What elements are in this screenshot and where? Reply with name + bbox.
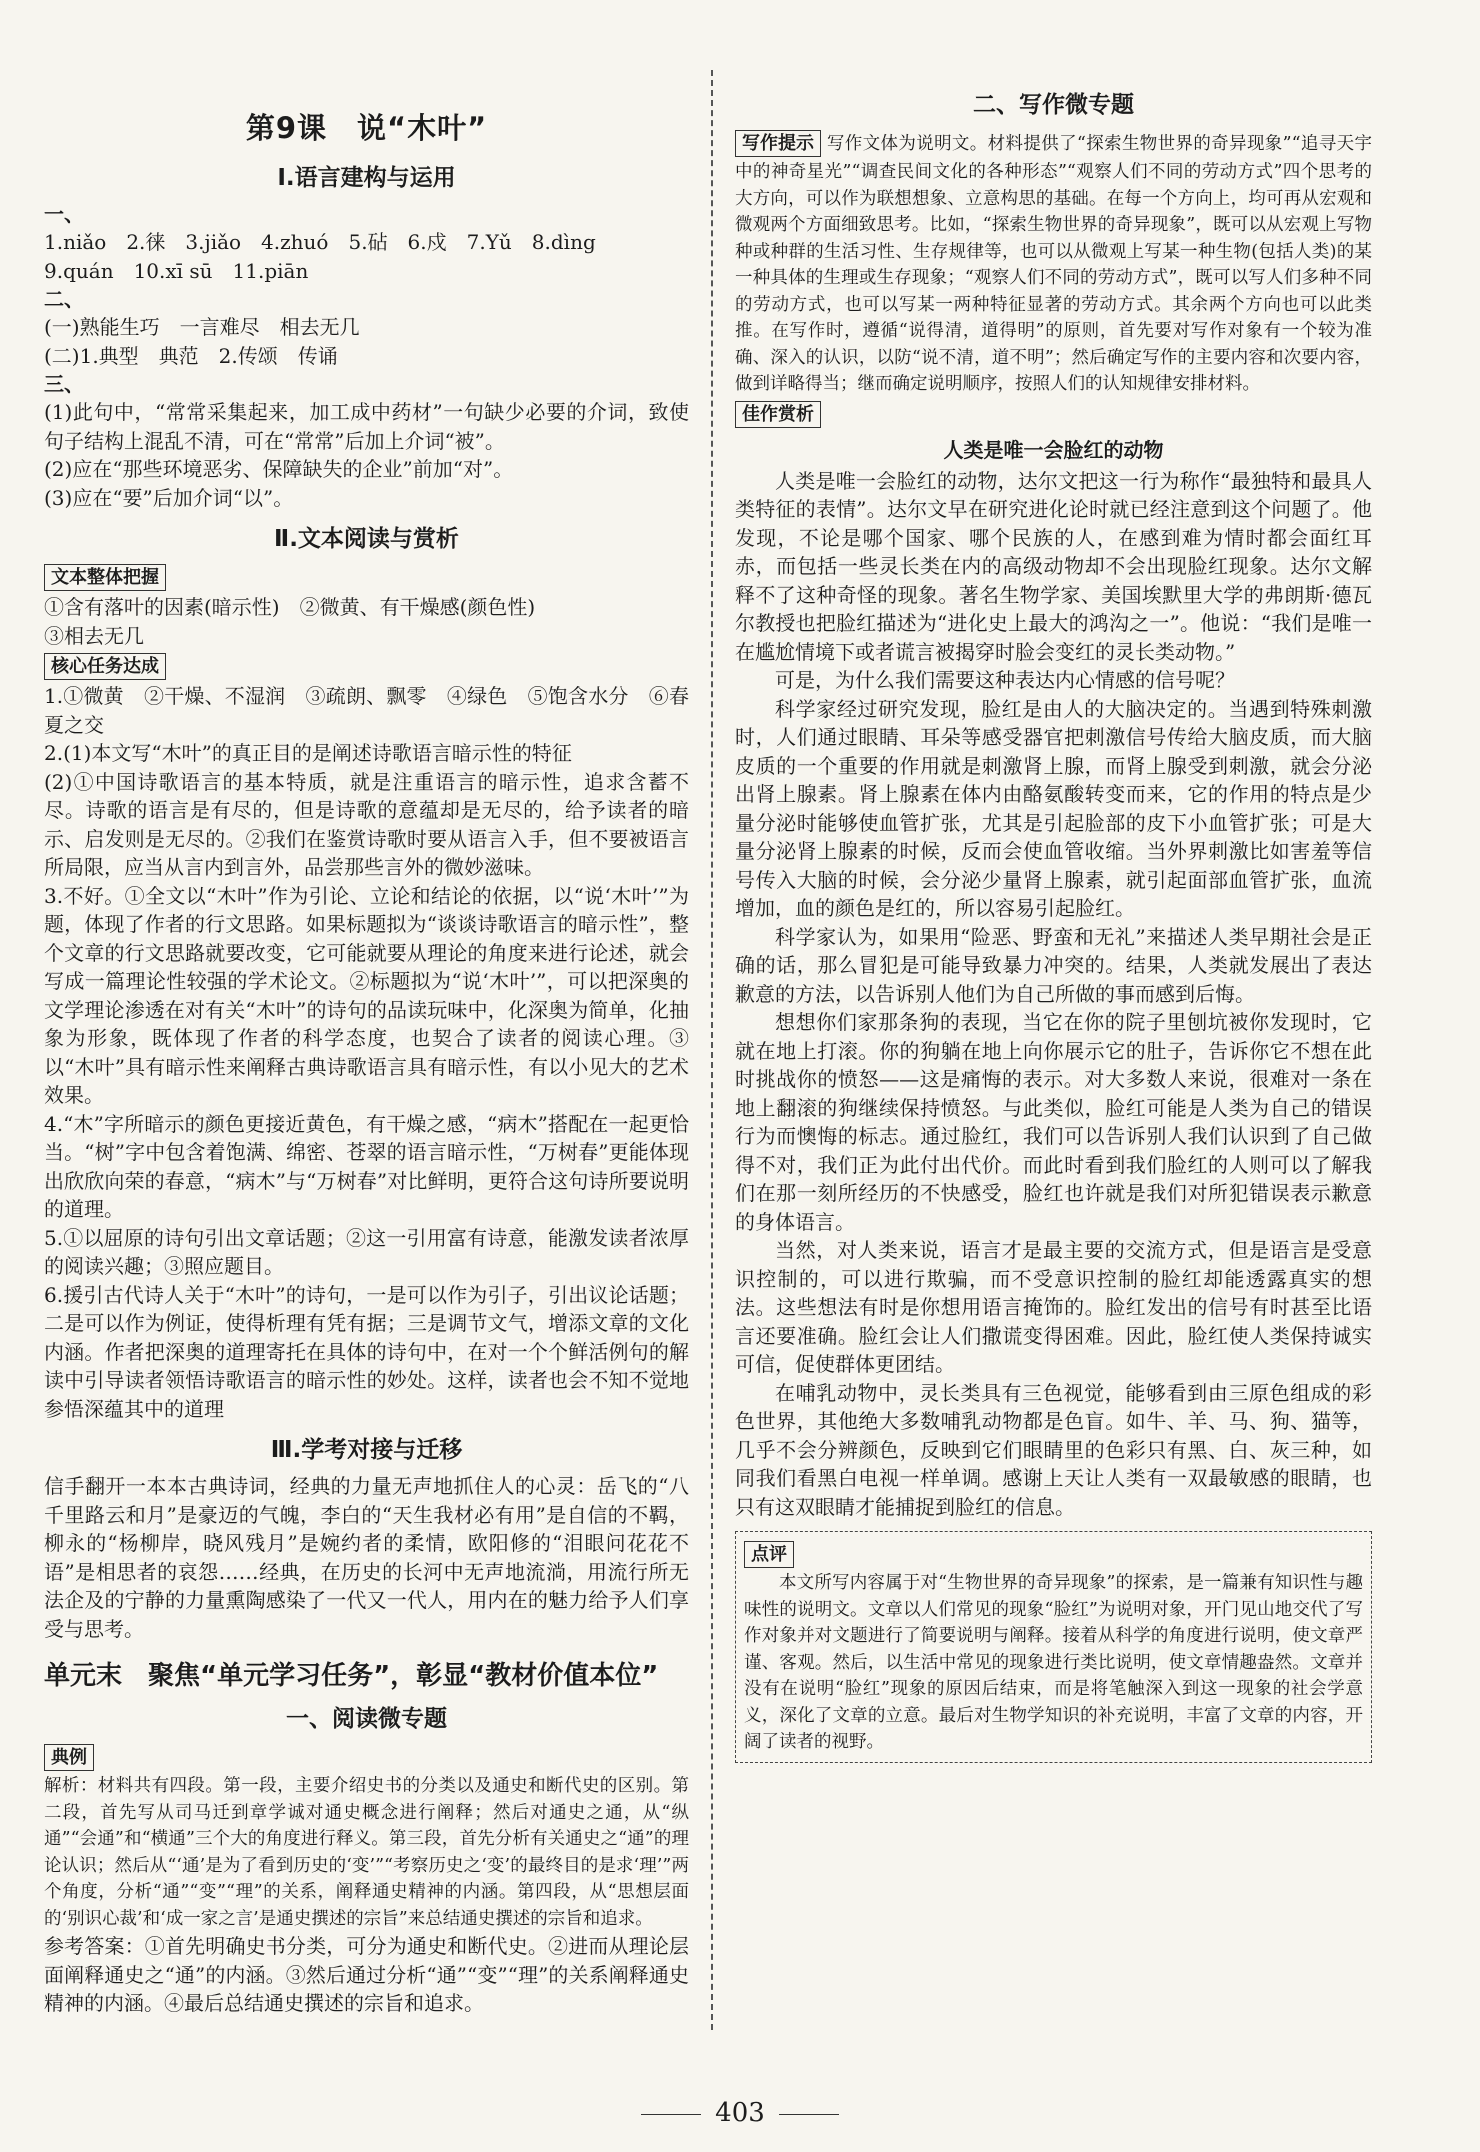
column-divider <box>711 70 713 2030</box>
tag-text-overview: 文本整体把握 <box>44 564 166 591</box>
analysis-text: 解析：材料共有四段。第一段，主要介绍史书的分类以及通史和断代史的区别。第二段，首先写从司马迁到章学诚对通史概念进行阐释；然后对通史之通，从“纵通”“会通”和“横通”三个大的角度进行释义。第三段，首先分析有关通史之“通”的理论认识；然后从“‘通’是为了看到历史的‘变’”“考察历史之‘变’的最终目的是求‘理’”两个角度，分析“通”“变”“理”的关系，阐释通史精神的内涵。第四段，从“思想层面的‘别识心裁’和‘成一家之言’是通史撰述的宗旨”来总结通史撰述的宗旨和追求。 <box>44 1776 689 1929</box>
answer-item: 5.①以屈原的诗句引出文章话题；②这一引用富有诗意，能激发读者浓厚的阅读兴趣；③照应题目。 <box>44 1225 689 1278</box>
answer-item: 4.“木”字所暗示的颜色更接近黄色，有干燥之感，“病木”搭配在一起更恰当。“树”字中包含着饱满、绵密、苍翠的语言暗示性，“万树春”更能体现出欣欣向荣的春意，“病木”与“万树春”对比鲜明，更符合这句诗所要说明的道理。 <box>44 1111 689 1221</box>
part1-s3-line: (2)应在“那些环境恶劣、保障缺失的企业”前加“对”。 <box>44 457 514 481</box>
part1-s1-line: 1.niǎo 2.徕 3.jiǎo 4.zhuó 5.砧 6.戍 7.Yǔ 8.dìng <box>44 230 596 254</box>
essay-paragraph: 人类是唯一会脸红的动物，达尔文把这一行为称作“最独特和最具人类特征的表情”。达尔文早在研究进化论时就已经注意到这个问题了。他发现，不论是哪个国家、哪个民族的人，在感到难为情时都会面红耳赤，而包括一些灵长类在内的高级动物却不会出现脸红现象。达尔文解释不了这种奇怪的现象。著名生物学家、美国埃默里大学的弗朗斯·德瓦尔教授也把脸红描述为“进化史上最大的鸿沟之一”。他说：“我们是唯一在尴尬情境下或者谎言被揭穿时脸会变红的灵长类动物。” <box>735 468 1372 664</box>
answer-item: (2)①中国诗歌语言的基本特质，就是注重语言的暗示性，追求含蓄不尽。诗歌的语言是有尽的，但是诗歌的意蕴却是无尽的，给予读者的暗示、启发则是无尽的。②我们在鉴赏诗歌时要从语言入手，但不要被语言所局限，应当从言内到言外，品尝那些言外的微妙滋味。 <box>44 769 689 879</box>
writing-hint-text: 写作文体为说明文。材料提供了“探索生物世界的奇异现象”“追寻天宇中的神奇星光”“调查民间文化的各种形态”“观察人们不同的劳动方式”四个思考的大方向，可以作为联想想象、立意构思的基础。在每一个方向上，均可再从宏观和微观两个方面细致思考。比如，“探索生物世界的奇异现象”，既可以从宏观上写物种或种群的生活习性、生存规律等，也可以从微观上写某一种生物(包括人类)的某一种具体的生理或生存现象；“观察人们不同的劳动方式”，既可以写人们多种不同的劳动方式，也可以写某一两种特征显著的劳动方式。其余两个方向也可以此类推。在写作时，遵循“说得清，道得明”的原则，首先要对写作对象有一个较为准确、深入的认识，以防“说不清，道不明”；然后确定写作的主要内容和次要内容，做到详略得当；继而确定说明顺序，按照人们的认知规律安排材料。 <box>735 134 1372 394</box>
part1-s1-line: 9.quán 10.xī sū 11.piān <box>44 258 309 283</box>
reference-answer: 参考答案：①首先明确史书分类，可分为通史和断代史。②进而从理论层面阐释通史之“通”的内涵。③然后通过分析“通”“变”“理”的关系阐释通史精神的内涵。④最后总结通史撰述的宗旨和追求。 <box>44 1934 689 2015</box>
part1-s2-num: 二、 <box>44 287 84 311</box>
answer-item: 3.不好。①全文以“木叶”作为引论、立论和结论的依据，以“说‘木叶’”为题，体现了作者的行文思路。如果标题拟为“谈谈诗歌语言的暗示性”，整个文章的行文思路就要改变，它可能就要从理论的角度来进行论述，就会写成一篇理论性较强的学术论文。②标题拟为“说‘木叶’”，可以把深奥的文学理论渗透在对有关“木叶”的诗句的品读玩味中，化深奥为简单，化抽象为形象，既体现了作者的科学态度，也契合了读者的阅读心理。③以“木叶”具有暗示性来阐释古典诗歌语言具有暗示性，有以小见大的艺术效果。 <box>44 883 689 1107</box>
part1-s3-line: (3)应在“要”后加介词“以”。 <box>44 485 294 510</box>
overview-line: ①含有落叶的因素(暗示性) ②微黄、有干燥感(颜色性) <box>44 595 536 619</box>
comment-box <box>735 1531 1372 1763</box>
answer-item: 6.援引古代诗人关于“木叶”的诗句，一是可以作为引子，引出议论话题；二是可以作为例证，使得析理有凭有据；三是调节文气，增添文章的文化内涵。作者把深奥的道理寄托在具体的诗句中，在对一个个鲜活例句的解读中引导读者领悟诗歌语言的暗示性的妙处。这样，读者也会不知不觉地参悟深蕴其中的道理 <box>44 1282 689 1421</box>
tag-core-task: 核心任务达成 <box>44 653 166 680</box>
section-title-1: Ⅰ.语言建构与运用 <box>277 165 456 191</box>
section-title-3: Ⅲ.学考对接与迁移 <box>270 1437 463 1463</box>
page-number-dash-left <box>641 2114 701 2115</box>
section-title-2: Ⅱ.文本阅读与赏析 <box>274 526 459 552</box>
essay-paragraph: 在哺乳动物中，灵长类具有三色视觉，能够看到由三原色组成的彩色世界，其他绝大多数哺乳动物都是色盲。如牛、羊、马、狗、猫等，几乎不会分辨颜色，反映到它们眼睛里的色彩只有黑、白、灰三种，如同我们看黑白电视一样单调。感谢上天让人类有一双最敏感的眼睛，也只有这双眼睛才能捕捉到脸红的信息。 <box>735 1380 1372 1519</box>
right-column <box>735 80 1372 1763</box>
part1-s2-line: (一)熟能生巧 一言难尽 相去无几 <box>44 315 360 339</box>
transfer-text: 信手翻开一本本古典诗词，经典的力量无声地抓住人的心灵：岳飞的“八千里路云和月”是豪迈的气魄，李白的“天生我材必有用”是自信的不羁，柳永的“杨柳岸，晓风残月”是婉约者的柔情，欧阳修的“泪眼问花花不语”是相思者的哀怨……经典，在历史的长河中无声地流淌，用流行所无法企及的宁静的力量熏陶感染了一代又一代人，用内在的魅力给予人们享受与思考。 <box>44 1474 689 1641</box>
tag-example: 典例 <box>44 1744 94 1771</box>
reading-topic-title: 一、阅读微专题 <box>286 1706 447 1732</box>
tag-comment: 点评 <box>744 1541 794 1568</box>
essay-paragraph: 科学家经过研究发现，脸红是由人的大脑决定的。当遇到特殊刺激时，人们通过眼睛、耳朵等感受器官把刺激信号传给大脑皮质，而大脑皮质的一个重要的作用就是刺激肾上腺，而肾上腺受到刺激，就会分泌出肾上腺素。肾上腺素在体内由酪氨酸转变而来，它的作用的特点是少量分泌时能够使血管扩张，尤其是引起脸部的皮下小血管扩张；可是大量分泌肾上腺素的时候，反而会使血管收缩。当外界刺激比如害羞等信号传入大脑的时候，会分泌少量肾上腺素，就引起面部血管扩张，血流增加，血的颜色是红的，所以容易引起脸红。 <box>735 696 1372 920</box>
part1-s3-line: (1)此句中，“常常采集起来，加工成中药材”一句缺少必要的介词，致使句子结构上混乱不清，可在“常常”后加上介词“被”。 <box>44 400 689 453</box>
essay-title: 人类是唯一会脸红的动物 <box>943 437 1164 462</box>
page-number-value: 403 <box>715 2098 765 2128</box>
page-number-dash-right <box>779 2114 839 2115</box>
part1-s1-num: 一、 <box>44 202 84 226</box>
left-column <box>44 80 689 2018</box>
part1-s3-num: 三、 <box>44 372 84 396</box>
comment-text: 本文所写内容属于对“生物世界的奇异现象”的探索，是一篇兼有知识性与趣味性的说明文。文章以人们常见的现象“脸红”为说明对象，开门见山地交代了写作对象并对文题进行了简要说明与阐释。接着从科学的角度进行说明，使文章严谨、客观。然后，以生活中常见的现象进行类比说明，使文章情趣盎然。文章并没有在说明“脸红”现象的原因后结束，而是将笔触深入到这一现象的社会学意义，深化了文章的立意。最后对生物学知识的补充说明，丰富了文章的内容，开阔了读者的视野。 <box>744 1573 1363 1752</box>
page-number <box>0 2098 1480 2128</box>
writing-topic-title: 二、写作微专题 <box>973 92 1134 118</box>
essay-paragraph: 当然，对人类来说，语言才是最主要的交流方式，但是语言是受意识控制的，可以进行欺骗，而不受意识控制的脸红却能透露真实的想法。这些想法有时是你想用语言掩饰的。脸红发出的信号有时甚至比语言还要准确。脸红会让人们撒谎变得困难。因此，脸红使人类保持诚实可信，促使群体更团结。 <box>735 1238 1372 1376</box>
overview-line: ③相去无几 <box>44 623 144 648</box>
lesson-title: 第9课 说“木叶” <box>245 111 488 145</box>
essay-paragraph: 科学家认为，如果用“险恶、野蛮和无礼”来描述人类早期社会是正确的话，那么冒犯是可能导致暴力冲突的。结果，人类就发展出了表达歉意的方法，以告诉别人他们为自己所做的事而感到后悔。 <box>735 924 1372 1006</box>
tag-model-essay: 佳作赏析 <box>735 401 821 428</box>
answer-item: 2.(1)本文写“木叶”的真正目的是阐述诗歌语言暗示性的特征 <box>44 741 572 765</box>
essay-paragraph: 想想你们家那条狗的表现，当它在你的院子里刨坑被你发现时，它就在地上打滚。你的狗躺在地上向你展示它的肚子，告诉你它不想在此时挑战你的愤怒——这是痛悔的表示。对大多数人来说，很难对一条在地上翻滚的狗继续保持愤怒。与此类似，脸红可能是人类为自己的错误行为而懊悔的标志。通过脸红，我们可以告诉别人我们认识到了自己做得不对，我们正为此付出代价。而此时看到我们脸红的人则可以了解我们在那一刻所经历的不快感受，脸红也许就是我们对所犯错误表示歉意的身体语言。 <box>735 1010 1372 1234</box>
answer-item: 1.①微黄 ②干燥、不湿润 ③疏朗、飘零 ④绿色 ⑤饱含水分 ⑥春夏之交 <box>44 684 689 737</box>
unit-title: 单元末 聚焦“单元学习任务”，彰显“教材价值本位” <box>44 1661 659 1691</box>
tag-writing-hint: 写作提示 <box>735 130 821 157</box>
part1-s2-line: (二)1.典型 典范 2.传颂 传诵 <box>44 343 338 368</box>
essay-paragraph: 可是，为什么我们需要这种表达内心情感的信号呢？ <box>775 668 1235 692</box>
